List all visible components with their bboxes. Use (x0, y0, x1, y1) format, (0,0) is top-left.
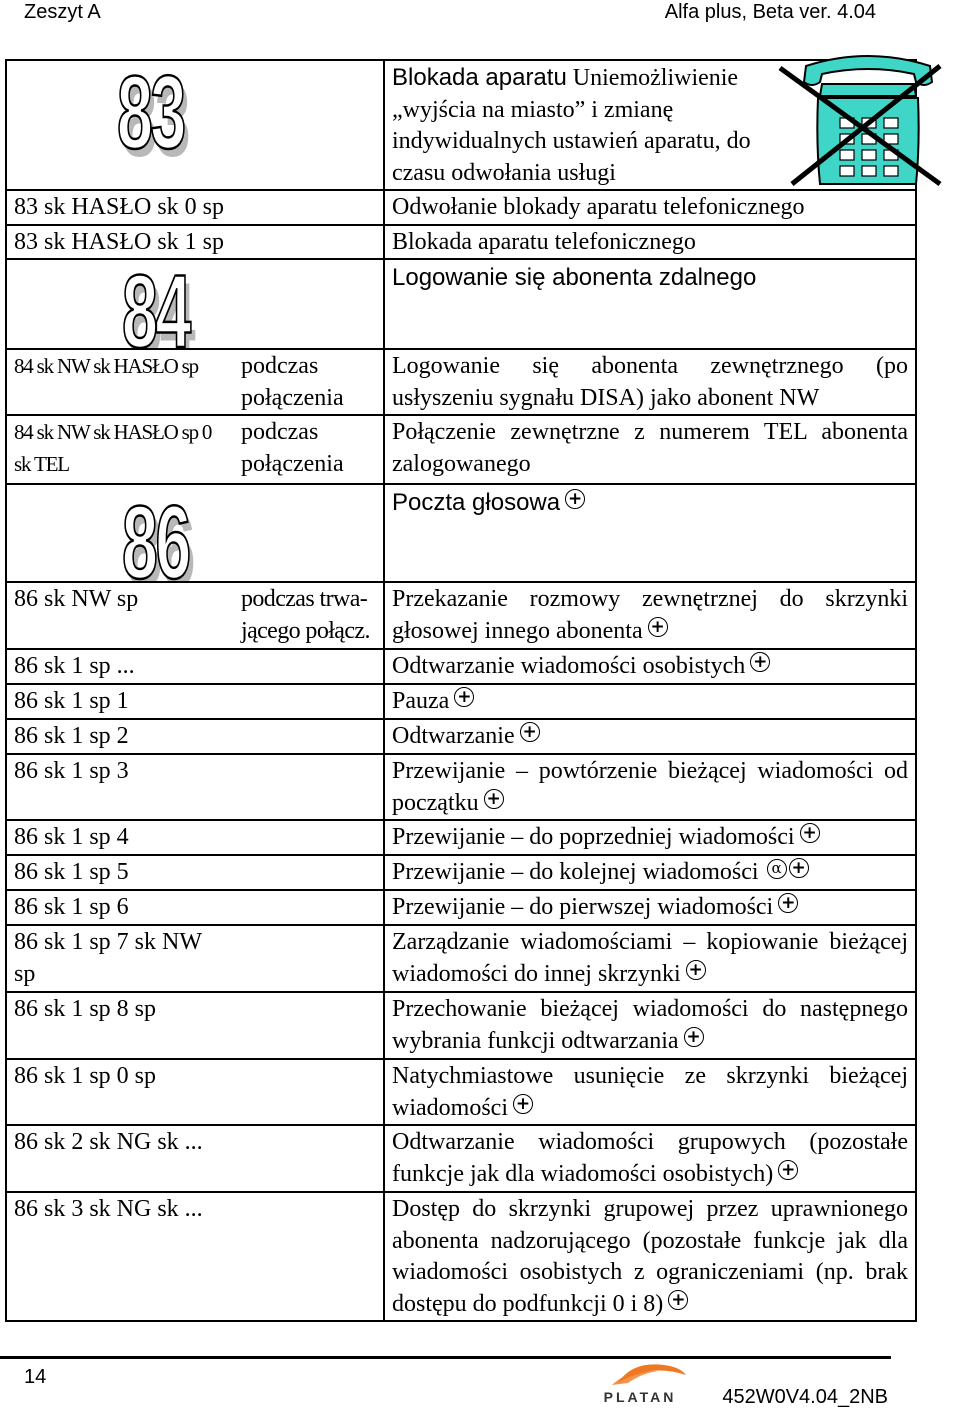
condition-cell: podczas połączenia (234, 415, 384, 484)
code-cell: 83 sk HASŁO sk 0 sp (6, 190, 234, 225)
section-number-84: 84 (122, 259, 189, 349)
section-number-83: 83 (117, 60, 184, 171)
section-number-cell (6, 259, 384, 349)
description-text: Odtwarzanie (392, 723, 515, 749)
circled-plus-icon: + (565, 489, 585, 509)
description-cell (384, 992, 916, 1059)
header-left: Zeszyt A (24, 1, 101, 23)
description-text: Przewijanie – do kolejnej wiadomości (392, 859, 759, 885)
description-cell (384, 190, 916, 225)
code-cell: 86 sk 1 sp 5 (6, 855, 234, 890)
description-cell (384, 925, 916, 992)
description-cell (384, 1192, 916, 1321)
section-title: Blokada aparatu (392, 64, 567, 91)
description-text: Blokada aparatu telefonicznego (392, 228, 696, 255)
table-row (6, 225, 916, 260)
table-row (6, 582, 916, 649)
description-cell (384, 855, 916, 890)
table-row (6, 925, 916, 992)
circled-plus-icon: + (778, 1160, 798, 1180)
crossed-out-telephone-icon (778, 54, 960, 188)
code-cell: 84 sk NW sk HASŁO sp (6, 349, 234, 415)
condition-cell (234, 1192, 384, 1321)
description-text: Przechowanie bieżącej wiadomości do następnego wybrania funkcji odtwarzania (392, 996, 908, 1054)
code-cell: 86 sk 1 sp 0 sp (6, 1059, 234, 1125)
code-cell: 86 sk 1 sp 3 (6, 754, 234, 820)
description-text: Pauza (392, 688, 450, 714)
table-row (6, 820, 916, 855)
description-cell (384, 582, 916, 649)
table-row (6, 349, 916, 415)
condition-cell (234, 754, 384, 820)
page-number: 14 (24, 1366, 47, 1388)
section-title: Logowanie się abonenta zdalnego (392, 264, 757, 291)
description-cell (384, 719, 916, 754)
description-text: Odwołanie blokady aparatu telefonicznego (392, 194, 805, 220)
description-text: Odtwarzanie wiadomości grupowych (pozostałe funkcje jak dla wiadomości osobistych) (392, 1129, 908, 1187)
description-cell (384, 1059, 916, 1125)
condition-cell: podczas połączenia (234, 349, 384, 415)
description-text: Natychmiastowe usunięcie ze skrzynki bieżącej wiadomości (392, 1063, 908, 1121)
circled-alpha-icon: α (767, 859, 787, 879)
circled-plus-icon: + (484, 789, 504, 809)
description-text: Logowanie się abonenta zewnętrznego (po usłyszeniu sygnału DISA) jako abonent NW (392, 353, 908, 411)
condition-cell (234, 1059, 384, 1125)
condition-cell (234, 855, 384, 890)
section-description: Uniemożliwienie „wyjścia na miasto” i zmianę indywidualnych ustawień aparatu, do czasu odwołania usługi (392, 65, 751, 186)
code-cell: 86 sk 1 sp 2 (6, 719, 234, 754)
description-text: Dostęp do skrzynki grupowej przez uprawnionego abonenta nadzorującego (pozostałe funkcje jak dla wiadomości osobistych z ograniczeniami (np. brak dostępu do podfunkcji 0 i 8) (392, 1196, 908, 1317)
circled-plus-icon: + (520, 722, 540, 742)
section-header-row (6, 259, 916, 349)
section-title-cell (384, 259, 916, 349)
code-cell: 83 sk HASŁO sk 1 sp (6, 225, 234, 260)
condition-cell (234, 1125, 384, 1192)
table-row (6, 992, 916, 1059)
condition-cell (234, 684, 384, 719)
condition-cell (234, 649, 384, 684)
section-number-86: 86 (122, 485, 189, 582)
code-cell: 86 sk 3 sk NG sk ... (6, 1192, 234, 1321)
circled-plus-icon: + (686, 960, 706, 980)
condition-cell (234, 925, 384, 992)
code-cell: 86 sk 2 sk NG sk ... (6, 1125, 234, 1192)
description-text: Przewijanie – do pierwszej wiadomości (392, 894, 774, 920)
section-number-cell (6, 60, 384, 190)
table-row (6, 754, 916, 820)
code-cell: 86 sk 1 sp 7 sk NW sp (6, 925, 234, 992)
condition-cell (234, 820, 384, 855)
circled-plus-icon: + (684, 1027, 704, 1047)
description-text: Zarządzanie wiadomościami – kopiowanie bieżącej wiadomości do innej skrzynki (392, 929, 908, 987)
document-code: 452W0V4.04_2NB (722, 1386, 888, 1408)
section-header-row (6, 484, 916, 582)
circled-plus-icon: + (454, 687, 474, 707)
footer-rule (0, 1356, 891, 1359)
description-text: Odtwarzanie wiadomości osobistych (392, 653, 746, 679)
table-row (6, 1192, 916, 1321)
feature-code-table (5, 59, 917, 1322)
header-right: Alfa plus, Beta ver. 4.04 (664, 1, 876, 23)
code-cell: 86 sk 1 sp 6 (6, 890, 234, 925)
condition-cell (234, 225, 384, 260)
circled-plus-icon: + (648, 617, 668, 637)
description-text: Przewijanie – do poprzedniej wiadomości (392, 824, 795, 850)
section-number-cell (6, 484, 384, 582)
description-text: Przewijanie – powtórzenie bieżącej wiadomości od początku (392, 758, 908, 816)
code-cell: 86 sk 1 sp ... (6, 649, 234, 684)
condition-cell (234, 890, 384, 925)
description-cell (384, 349, 916, 415)
table-row (6, 719, 916, 754)
code-cell: 86 sk NW sp (6, 582, 234, 649)
description-cell (384, 1125, 916, 1192)
logo-text: PLATAN (603, 1389, 677, 1405)
condition-cell (234, 719, 384, 754)
code-cell: 86 sk 1 sp 1 (6, 684, 234, 719)
description-cell (384, 225, 916, 260)
code-cell: 86 sk 1 sp 8 sp (6, 992, 234, 1059)
description-cell (384, 754, 916, 820)
circled-plus-icon: + (513, 1094, 533, 1114)
circled-plus-icon: + (668, 1290, 688, 1310)
table-row (6, 190, 916, 225)
circled-plus-icon: + (789, 858, 809, 878)
description-text: Połączenie zewnętrzne z numerem TEL abonenta zalogowanego (392, 419, 908, 477)
table-row (6, 415, 916, 484)
condition-cell: podczas trwa-jącego połącz. (234, 582, 384, 649)
table-row (6, 684, 916, 719)
description-text: Przekazanie rozmowy zewnętrznej do skrzynki głosowej innego abonenta (392, 586, 908, 644)
table-row (6, 649, 916, 684)
description-cell (384, 415, 916, 484)
description-cell (384, 820, 916, 855)
condition-cell (234, 992, 384, 1059)
circled-plus-icon: + (800, 823, 820, 843)
code-cell: 86 sk 1 sp 4 (6, 820, 234, 855)
table-row (6, 890, 916, 925)
circled-plus-icon: + (778, 893, 798, 913)
table-row (6, 1059, 916, 1125)
section-title: Poczta głosowa (392, 489, 561, 516)
description-cell (384, 890, 916, 925)
description-cell (384, 684, 916, 719)
description-cell (384, 649, 916, 684)
code-cell: 84 sk NW sk HASŁO sp 0 sk TEL (6, 415, 234, 484)
condition-cell (234, 190, 384, 225)
platan-logo (588, 1361, 692, 1405)
section-title-cell (384, 484, 916, 582)
table-row (6, 1125, 916, 1192)
table-row (6, 855, 916, 890)
circled-plus-icon: + (750, 652, 770, 672)
